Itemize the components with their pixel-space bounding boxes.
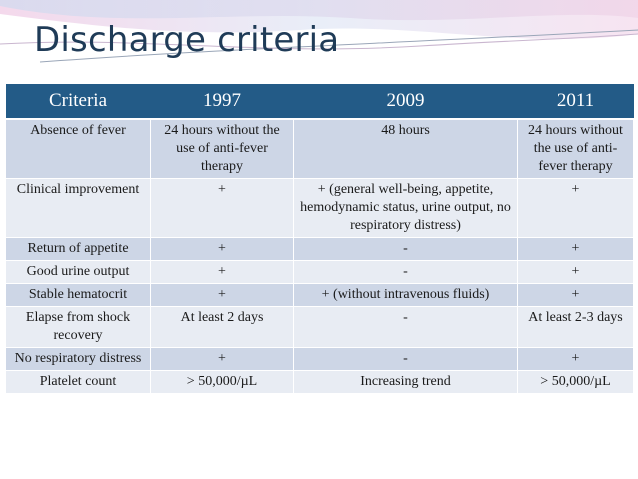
- row-1997-cell: +: [151, 179, 294, 238]
- row-1997-cell: +: [151, 261, 294, 284]
- row-1997-cell: +: [151, 284, 294, 307]
- table-row: [6, 261, 634, 284]
- row-2011-cell: +: [518, 348, 634, 371]
- row-criteria-cell: Absence of fever: [6, 119, 151, 179]
- row-2011-cell: +: [518, 261, 634, 284]
- table-row: [6, 284, 634, 307]
- table-row: [6, 238, 634, 261]
- table-row: [6, 348, 634, 371]
- row-2009-cell: + (general well-being, appetite, hemodynamic status, urine output, no respiratory distress): [294, 179, 518, 238]
- row-1997-cell: At least 2 days: [151, 307, 294, 348]
- row-2011-cell: 24 hours without the use of anti-fever therapy: [518, 119, 634, 179]
- header-1997: 1997: [151, 84, 294, 119]
- slide-title: Discharge criteria: [34, 20, 340, 60]
- row-1997-cell: 24 hours without the use of anti-fever therapy: [151, 119, 294, 179]
- discharge-criteria-table: [5, 84, 634, 394]
- row-2011-cell: At least 2-3 days: [518, 307, 634, 348]
- row-criteria-cell: Platelet count: [6, 371, 151, 394]
- row-2011-cell: +: [518, 238, 634, 261]
- table-header-row: [6, 84, 634, 119]
- row-2009-cell: 48 hours: [294, 119, 518, 179]
- table-row: [6, 307, 634, 348]
- row-1997-cell: +: [151, 348, 294, 371]
- row-1997-cell: +: [151, 238, 294, 261]
- table-row: [6, 371, 634, 394]
- row-criteria-cell: Return of appetite: [6, 238, 151, 261]
- row-2009-cell: -: [294, 307, 518, 348]
- row-criteria-cell: Elapse from shock recovery: [6, 307, 151, 348]
- row-criteria-cell: No respiratory distress: [6, 348, 151, 371]
- row-criteria-cell: Stable hematocrit: [6, 284, 151, 307]
- row-2009-cell: -: [294, 348, 518, 371]
- header-criteria: Criteria: [6, 84, 151, 119]
- table-row: [6, 179, 634, 238]
- row-2009-cell: -: [294, 261, 518, 284]
- row-2011-cell: > 50,000/µL: [518, 371, 634, 394]
- row-2011-cell: +: [518, 284, 634, 307]
- row-2009-cell: -: [294, 238, 518, 261]
- row-criteria-cell: Clinical improvement: [6, 179, 151, 238]
- row-1997-cell: > 50,000/µL: [151, 371, 294, 394]
- row-2009-cell: + (without intravenous fluids): [294, 284, 518, 307]
- table-row: [6, 119, 634, 179]
- row-2009-cell: Increasing trend: [294, 371, 518, 394]
- header-2011: 2011: [518, 84, 634, 119]
- header-2009: 2009: [294, 84, 518, 119]
- row-2011-cell: +: [518, 179, 634, 238]
- row-criteria-cell: Good urine output: [6, 261, 151, 284]
